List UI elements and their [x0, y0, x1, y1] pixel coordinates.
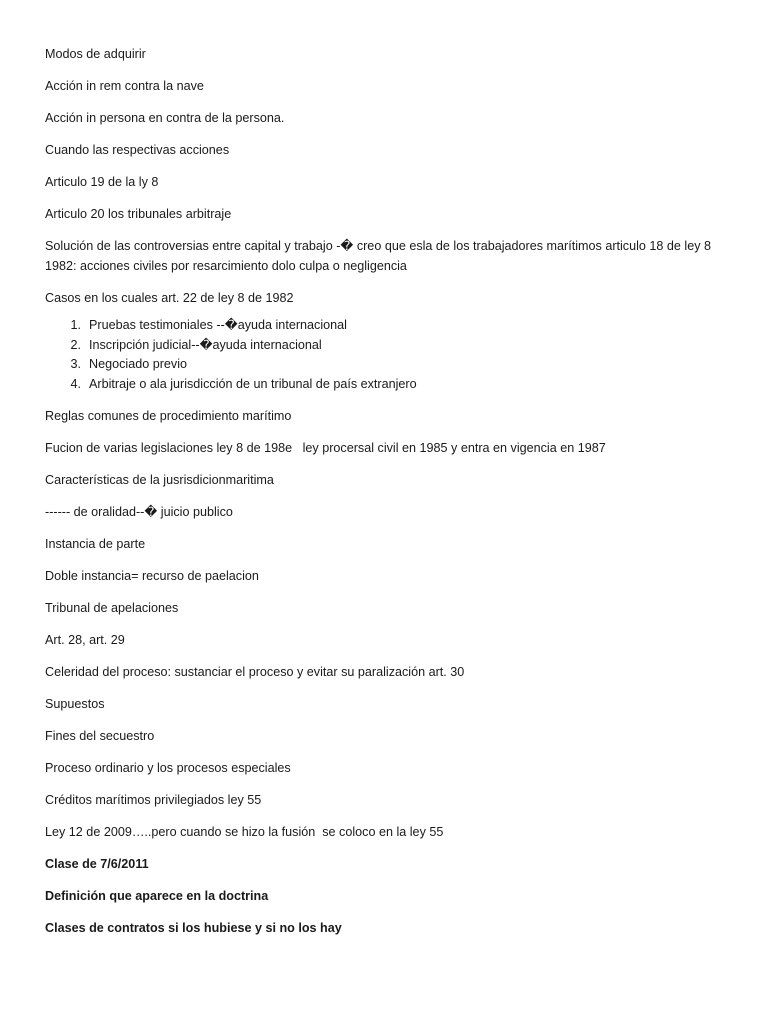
- list-number: 2.: [70, 337, 81, 352]
- paragraph: Casos en los cuales art. 22 de ley 8 de 1982: [45, 291, 294, 305]
- list-number: 3.: [70, 357, 81, 371]
- paragraph: Fines del secuestro: [45, 729, 155, 743]
- paragraph: Celeridad del proceso: sustanciar el proceso y evitar su paralización art. 30: [45, 665, 465, 679]
- numbered-list: [45, 316, 725, 394]
- list-number: 1.: [70, 318, 81, 332]
- paragraph: Fucion de varias legislaciones ley 8 de 198e ley procersal civil en 1985 y entra en vigencia en 1987: [45, 441, 606, 455]
- paragraph: Supuestos: [45, 697, 105, 711]
- list-text: Inscripción judicial--�ayuda internacional: [89, 337, 322, 352]
- paragraph: Art. 28, art. 29: [45, 633, 125, 647]
- document-page: [45, 44, 725, 950]
- paragraph: Doble instancia= recurso de paelacion: [45, 569, 259, 583]
- paragraph: Características de la jusrisdicionmaritima: [45, 473, 274, 487]
- list-item: [45, 375, 725, 395]
- list-text: Pruebas testimoniales --�ayuda internacional: [89, 318, 347, 332]
- list-text: Negociado previo: [89, 357, 188, 371]
- list-item: [45, 355, 725, 375]
- paragraph: Proceso ordinario y los procesos especiales: [45, 761, 291, 775]
- paragraph: Reglas comunes de procedimiento marítimo: [45, 409, 292, 423]
- paragraph: Ley 12 de 2009…..pero cuando se hizo la fusión se coloco en la ley 55: [45, 825, 444, 839]
- list-number: 4.: [70, 376, 81, 391]
- paragraph: ------ de oralidad--� juicio publico: [45, 505, 233, 519]
- bold-heading: Clase de 7/6/2011: [45, 857, 149, 871]
- paragraph: Acción in rem contra la nave: [45, 79, 204, 93]
- paragraph: Tribunal de apelaciones: [45, 601, 179, 615]
- paragraph: Articulo 20 los tribunales arbitraje: [45, 207, 232, 221]
- paragraph: Articulo 19 de la ly 8: [45, 175, 159, 189]
- paragraph: Instancia de parte: [45, 537, 146, 551]
- paragraph: Cuando las respectivas acciones: [45, 143, 230, 157]
- paragraph: Modos de adquirir: [45, 47, 146, 61]
- bold-heading: Definición que aparece en la doctrina: [45, 889, 269, 903]
- paragraph: Acción in persona en contra de la persona.: [45, 111, 285, 125]
- paragraph: Créditos marítimos privilegiados ley 55: [45, 793, 262, 807]
- list-item: [45, 316, 725, 336]
- paragraph: Solución de las controversias entre capital y trabajo -� creo que esla de los trabajadores marítimos articulo 18 de ley 8 1982: acciones civiles por resarcimiento dolo culpa o negligencia: [45, 239, 715, 273]
- bold-heading: Clases de contratos si los hubiese y si no los hay: [45, 921, 342, 935]
- list-text: Arbitraje o ala jurisdicción de un tribunal de país extranjero: [89, 376, 417, 391]
- list-item: [45, 336, 725, 356]
